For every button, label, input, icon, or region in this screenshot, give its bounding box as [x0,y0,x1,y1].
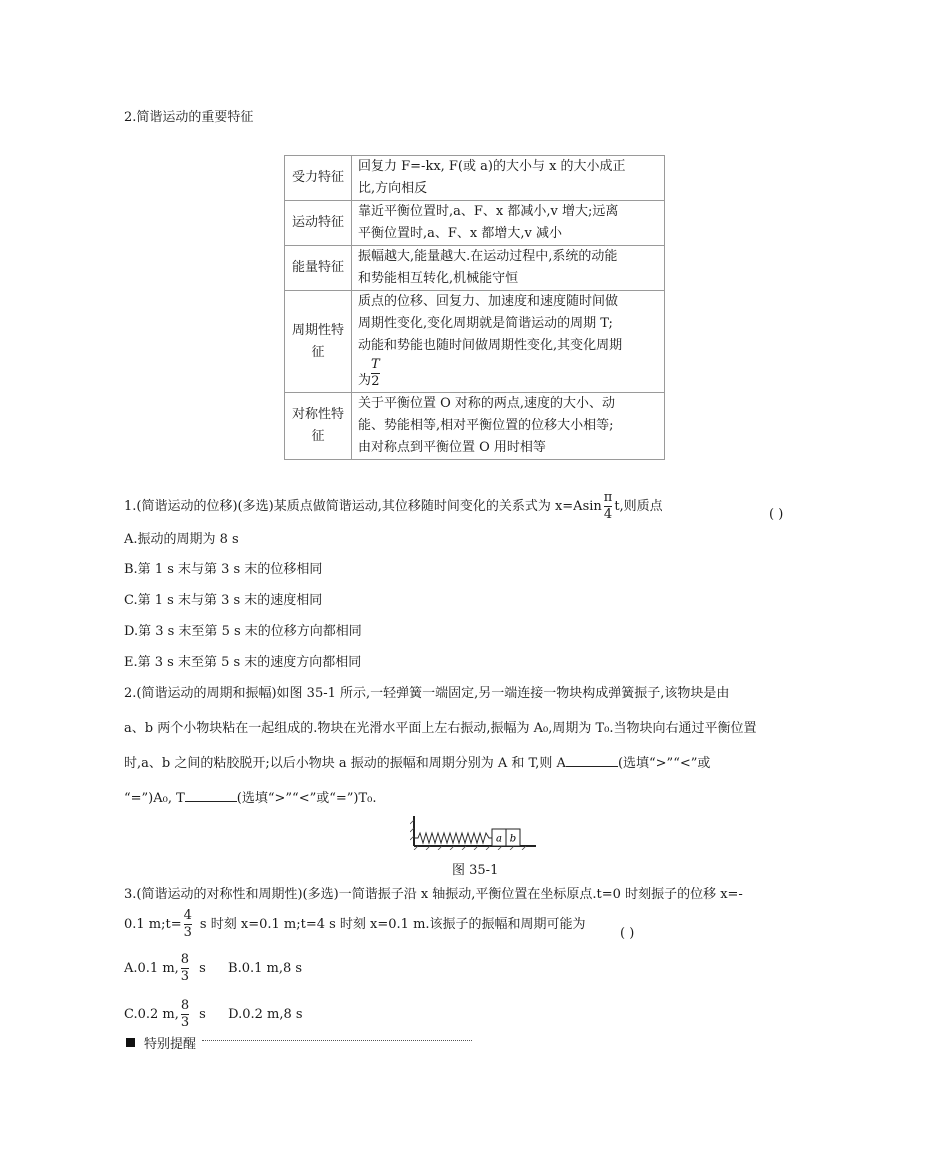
block-b-label: b [509,833,517,845]
q2-line-3: 时,a、b 之间的粘胶脱开;以后小物块 a 振动的振幅和周期分别为 A 和 T,则 A (选填“>”“<”或 [124,756,711,771]
description-line: 质点的位移、回复力、加速度和速度随时间做 [358,294,619,309]
description-line: 靠近平衡位置时,a、F、x 都减小,v 增大;远离 [358,204,619,219]
block-a-label: a [496,833,502,845]
q1-fraction: $\frac{\pi}{4}$ [603,490,613,522]
section-title: 2.简谐运动的重要特征 [124,110,254,125]
spring-oscillator-figure [410,814,540,850]
description-line: 由对称点到平衡位置 O 用时相等 [358,440,546,455]
table-row [285,201,665,246]
q3-answer-paren: ( ) [620,926,635,941]
table-row [285,393,665,460]
feature-description [352,291,665,393]
q2-blank-2[interactable] [185,789,237,802]
description-line-fraction: 为 $\frac{T}{2}$ [358,357,380,389]
q1-option-a: A.振动的周期为 8 s [124,532,239,547]
q3-options-cd [124,993,303,1037]
q3-option-a: A.0.1 m, $\frac{8}{3}$ s [124,952,206,984]
q1-stem-pre: 1.(简谐运动的位移)(多选)某质点做简谐运动,其位移随时间变化的关系式为 x=Asin [124,499,602,514]
feature-label: 周期性特征 [285,291,352,393]
table-row [285,291,665,393]
q1-stem [124,482,663,532]
description-line: 动能和势能也随时间做周期性变化,其变化周期 [358,338,623,353]
q3-option-c: C.0.2 m, $\frac{8}{3}$ s [124,998,206,1030]
feature-label: 能量特征 [285,246,352,291]
feature-label: 受力特征 [285,156,352,201]
feature-description [352,246,665,291]
q2-line-1: 2.(简谐运动的周期和振幅)如图 35-1 所示,一轻弹簧一端固定,另一端连接一物块构成弹簧振子,该物块是由 [124,686,730,701]
period-fraction: $\frac{T}{2}$ [371,357,380,389]
q3-fraction: $\frac{4}{3}$ [183,908,192,940]
description-line: 振幅越大,能量越大.在运动过程中,系统的动能 [358,249,618,264]
figure-caption: 图 35-1 [452,863,499,878]
table-row [285,156,665,201]
feature-label: 对称性特征 [285,393,352,460]
q1-option-c: C.第 1 s 末与第 3 s 末的速度相同 [124,593,323,608]
feature-label: 运动特征 [285,201,352,246]
feature-table [284,155,665,460]
tip-dotted-rule [202,1040,472,1041]
description-line: 周期性变化,变化周期就是简谐运动的周期 T; [358,316,613,331]
q1-stem-post: t,则质点 [614,499,663,514]
q1-answer-paren: ( ) [769,507,784,522]
q3-line-2: 0.1 m;t= $\frac{4}{3}$ s 时刻 x=0.1 m;t=4 s 时刻 x=0.1 m.该振子的振幅和周期可能为 [124,908,586,940]
q3-option-b: B.0.1 m,8 s [228,961,303,976]
description-line: 能、势能相等,相对平衡位置的位移大小相等; [358,418,614,433]
q3-line-1: 3.(简谐运动的对称性和周期性)(多选)一简谐振子沿 x 轴振动,平衡位置在坐标原点.t=0 时刻振子的位移 x=- [124,887,743,902]
tip-square-icon [126,1038,135,1047]
description-line: 比,方向相反 [358,181,428,196]
description-line: 关于平衡位置 O 对称的两点,速度的大小、动 [358,396,616,411]
tip-label: 特别提醒 [144,1037,197,1052]
q2-line-2: a、b 两个小物块粘在一起组成的.物块在光滑水平面上左右振动,振幅为 A₀,周期为 T₀.当物块向右通过平衡位置 [124,721,757,736]
q2-line-4: “=”)A₀, T (选填“>”“<”或“=”)T₀. [124,791,377,806]
q3-option-d: D.0.2 m,8 s [228,1007,303,1022]
q3-options-ab [124,947,302,991]
table-row [285,246,665,291]
feature-description [352,393,665,460]
q1-option-e: E.第 3 s 末至第 5 s 末的速度方向都相同 [124,655,362,670]
description-line: 和势能相互转化,机械能守恒 [358,271,519,286]
q1-option-d: D.第 3 s 末至第 5 s 末的位移方向都相同 [124,624,362,639]
description-line: 回复力 F=-kx, F(或 a)的大小与 x 的大小成正 [358,159,626,174]
feature-description [352,201,665,246]
q2-blank-1[interactable] [566,754,618,767]
description-line: 平衡位置时,a、F、x 都增大,v 减小 [358,226,562,241]
spring [415,833,492,843]
feature-description [352,156,665,201]
q1-option-b: B.第 1 s 末与第 3 s 末的位移相同 [124,562,323,577]
